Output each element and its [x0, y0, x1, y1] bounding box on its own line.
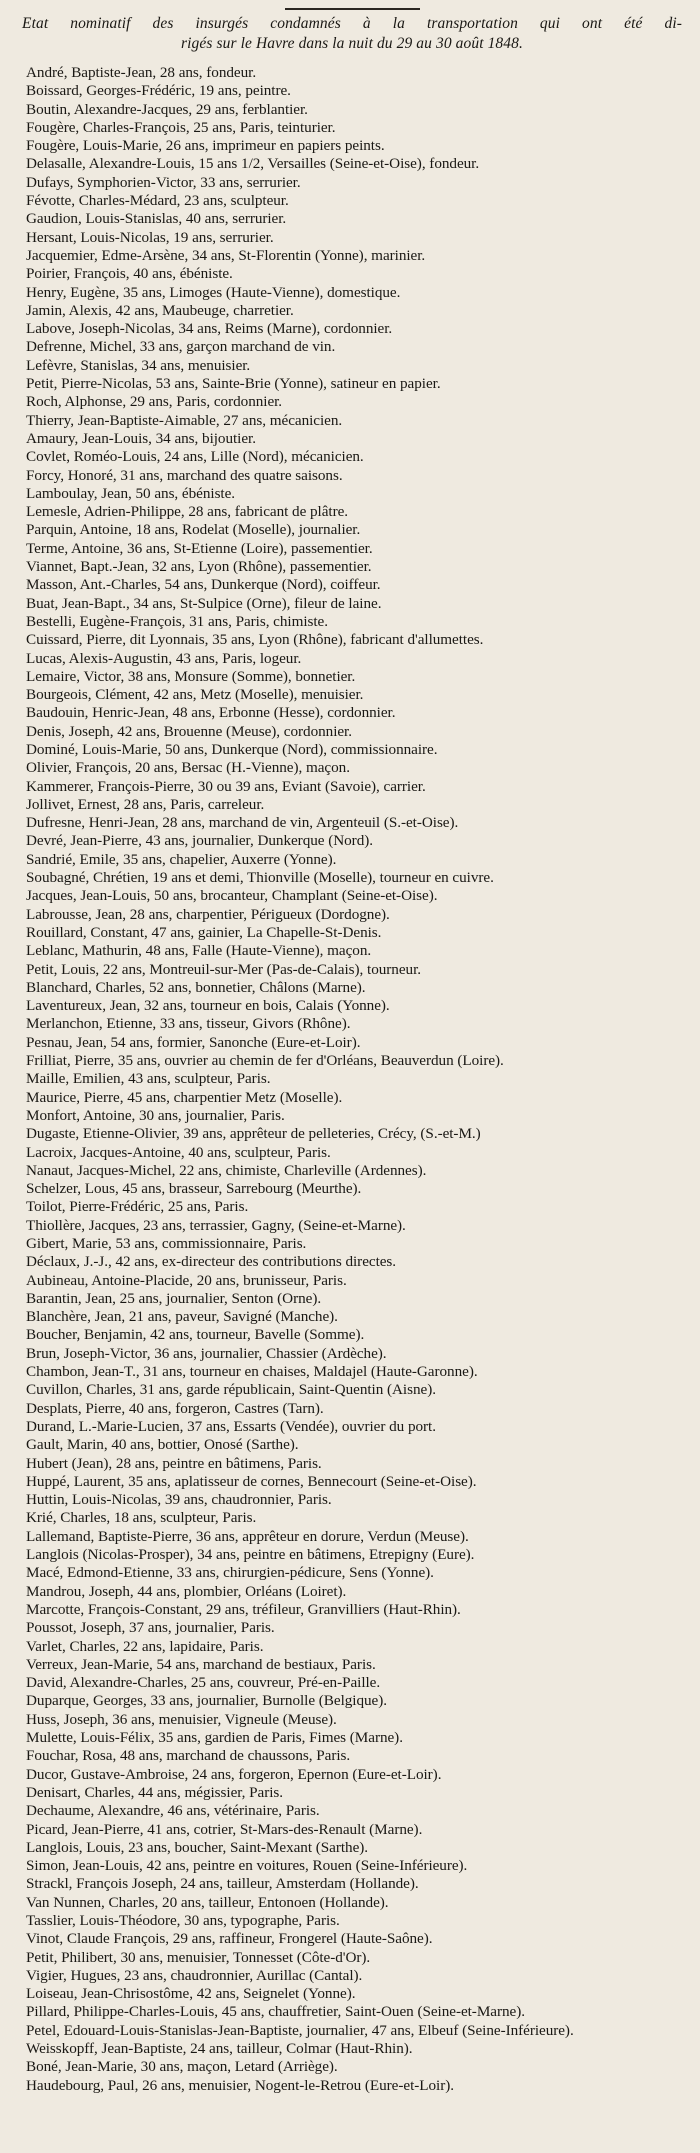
list-item: Mandrou, Joseph, 44 ans, plombier, Orléans (Loiret). [26, 1582, 347, 1600]
list-item: Verreux, Jean-Marie, 54 ans, marchand de bestiaux, Paris. [26, 1655, 376, 1673]
list-item: Huss, Joseph, 36 ans, menuisier, Vigneule (Meuse). [26, 1710, 337, 1728]
list-item: Van Nunnen, Charles, 20 ans, tailleur, Entonoen (Hollande). [26, 1893, 389, 1911]
list-item: Strackl, François Joseph, 24 ans, tailleur, Amsterdam (Hollande). [26, 1875, 419, 1893]
list-item: Kammerer, François-Pierre, 30 ou 39 ans, Eviant (Savoie), carrier. [26, 777, 426, 795]
list-item: Duparque, Georges, 33 ans, journalier, Burnolle (Belgique). [26, 1692, 387, 1710]
list-item: Denisart, Charles, 44 ans, mégissier, Paris. [26, 1783, 284, 1801]
list-item: Labrousse, Jean, 28 ans, charpentier, Périgueux (Dordogne). [26, 905, 390, 923]
heading-line-1: Etat nominatif des insurgés condamnés à la transportation qui ont été di- [22, 15, 682, 32]
list-item: Mulette, Louis-Félix, 35 ans, gardien de Paris, Fimes (Marne). [26, 1729, 403, 1747]
list-item: Dugaste, Etienne-Olivier, 39 ans, apprêteur de pelleteries, Crécy, (S.-et-M.) [26, 1125, 481, 1143]
list-heading [22, 14, 682, 54]
list-item: Pillard, Philippe-Charles-Louis, 45 ans, chauffretier, Saint-Ouen (Seine-et-Marne). [26, 2003, 525, 2021]
list-item: Covlet, Roméo-Louis, 24 ans, Lille (Nord), mécanicien. [26, 448, 364, 466]
list-item: Févotte, Charles-Médard, 23 ans, sculpteur. [26, 192, 289, 210]
list-item: Krié, Charles, 18 ans, sculpteur, Paris. [26, 1509, 257, 1527]
list-item: Gault, Marin, 40 ans, bottier, Onosé (Sarthe). [26, 1436, 299, 1454]
list-item: Bourgeois, Clément, 42 ans, Metz (Moselle), menuisier. [26, 686, 364, 704]
list-item: Schelzer, Lous, 45 ans, brasseur, Sarrebourg (Meurthe). [26, 1180, 362, 1198]
list-item: Lamboulay, Jean, 50 ans, ébéniste. [26, 484, 236, 502]
list-item: Fougère, Charles-François, 25 ans, Paris, teinturier. [26, 118, 336, 136]
list-item: Langlois, Louis, 23 ans, boucher, Saint-Mexant (Sarthe). [26, 1838, 369, 1856]
list-item: Huttin, Louis-Nicolas, 39 ans, chaudronnier, Paris. [26, 1491, 332, 1509]
list-item: Barantin, Jean, 25 ans, journalier, Senton (Orne). [26, 1289, 322, 1307]
list-item: Baudouin, Henric-Jean, 48 ans, Erbonne (Hesse), cordonnier. [26, 704, 396, 722]
list-item: Chambon, Jean-T., 31 ans, tourneur en chaises, Maldajel (Haute-Garonne). [26, 1363, 478, 1381]
list-item: Blanchard, Charles, 52 ans, bonnetier, Châlons (Marne). [26, 978, 366, 996]
list-item: Fougère, Louis-Marie, 26 ans, imprimeur en papiers peints. [26, 137, 385, 155]
list-item: Vigier, Hugues, 23 ans, chaudronnier, Aurillac (Cantal). [26, 1966, 363, 1984]
list-item: Varlet, Charles, 22 ans, lapidaire, Paris. [26, 1637, 264, 1655]
list-item: Frilliat, Pierre, 35 ans, ouvrier au chemin de fer d'Orléans, Beauverdun (Loire). [26, 1052, 504, 1070]
list-item: Lacroix, Jacques-Antoine, 40 ans, sculpteur, Paris. [26, 1143, 331, 1161]
list-item: Poirier, François, 40 ans, ébéniste. [26, 265, 233, 283]
list-item: Terme, Antoine, 36 ans, St-Etienne (Loire), passementier. [26, 539, 373, 557]
list-item: Blanchère, Jean, 21 ans, paveur, Savigné (Manche). [26, 1308, 338, 1326]
list-item: Gaudion, Louis-Stanislas, 40 ans, serrurier. [26, 210, 287, 228]
list-item: Buat, Jean-Bapt., 34 ans, St-Sulpice (Orne), fileur de laine. [26, 594, 382, 612]
list-item: Henry, Eugène, 35 ans, Limoges (Haute-Vienne), domestique. [26, 283, 401, 301]
list-item: Dechaume, Alexandre, 46 ans, vétérinaire, Paris. [26, 1802, 320, 1820]
list-item: Bestelli, Eugène-François, 31 ans, Paris, chimiste. [26, 612, 328, 630]
list-item: Merlanchon, Etienne, 33 ans, tisseur, Givors (Rhône). [26, 1015, 351, 1033]
list-item: Aubineau, Antoine-Placide, 20 ans, brunisseur, Paris. [26, 1271, 347, 1289]
list-item: Jollivet, Ernest, 28 ans, Paris, carreleur. [26, 795, 265, 813]
list-item: Cuvillon, Charles, 31 ans, garde républicain, Saint-Quentin (Aisne). [26, 1381, 436, 1399]
list-item: Viannet, Bapt.-Jean, 32 ans, Lyon (Rhône), passementier. [26, 558, 372, 576]
list-item: Lucas, Alexis-Augustin, 43 ans, Paris, logeur. [26, 649, 302, 667]
list-item: Desplats, Pierre, 40 ans, forgeron, Castres (Tarn). [26, 1399, 324, 1417]
list-item: Monfort, Antoine, 30 ans, journalier, Paris. [26, 1106, 285, 1124]
list-item: Brun, Joseph-Victor, 36 ans, journalier, Chassier (Ardèche). [26, 1344, 387, 1362]
list-item: Poussot, Joseph, 37 ans, journalier, Paris. [26, 1619, 275, 1637]
list-item: Jacquemier, Edme-Arsène, 34 ans, St-Florentin (Yonne), marinier. [26, 246, 426, 264]
list-item: Hubert (Jean), 28 ans, peintre en bâtimens, Paris. [26, 1454, 322, 1472]
list-item: Simon, Jean-Louis, 42 ans, peintre en voitures, Rouen (Seine-Inférieure). [26, 1857, 468, 1875]
list-item: Laventureux, Jean, 32 ans, tourneur en bois, Calais (Yonne). [26, 997, 390, 1015]
list-item: Boissard, Georges-Frédéric, 19 ans, peintre. [26, 82, 291, 100]
list-item: Hersant, Louis-Nicolas, 19 ans, serrurier. [26, 228, 274, 246]
list-item: Boucher, Benjamin, 42 ans, tourneur, Bavelle (Somme). [26, 1326, 365, 1344]
list-item: Durand, L.-Marie-Lucien, 37 ans, Essarts (Vendée), ouvrier du port. [26, 1417, 436, 1435]
list-item: Petit, Pierre-Nicolas, 53 ans, Sainte-Brie (Yonne), satineur en papier. [26, 375, 441, 393]
list-item: Huppé, Laurent, 35 ans, aplatisseur de cornes, Bennecourt (Seine-et-Oise). [26, 1472, 477, 1490]
list-item: Cuissard, Pierre, dit Lyonnais, 35 ans, Lyon (Rhône), fabricant d'allumettes. [26, 631, 484, 649]
list-item: David, Alexandre-Charles, 25 ans, couvreur, Pré-en-Paille. [26, 1674, 381, 1692]
list-item: Loiseau, Jean-Chrisostôme, 42 ans, Seignelet (Yonne). [26, 1985, 356, 2003]
list-item: Defrenne, Michel, 33 ans, garçon marchand de vin. [26, 338, 336, 356]
list-item: Déclaux, J.-J., 42 ans, ex-directeur des contributions directes. [26, 1253, 397, 1271]
list-item: Vinot, Claude François, 29 ans, raffineur, Frongerel (Haute-Saône). [26, 1930, 433, 1948]
list-item: Maurice, Pierre, 45 ans, charpentier Metz (Moselle). [26, 1088, 343, 1106]
list-item: Masson, Ant.-Charles, 54 ans, Dunkerque (Nord), coiffeur. [26, 576, 381, 594]
convict-list [26, 64, 684, 2095]
list-item: Dominé, Louis-Marie, 50 ans, Dunkerque (Nord), commissionnaire. [26, 740, 438, 758]
list-item: Dufresne, Henri-Jean, 28 ans, marchand de vin, Argenteuil (S.-et-Oise). [26, 814, 459, 832]
list-item: Tasslier, Louis-Théodore, 30 ans, typographe, Paris. [26, 1911, 340, 1929]
list-item: Toilot, Pierre-Frédéric, 25 ans, Paris. [26, 1198, 249, 1216]
list-item: Sandrié, Emile, 35 ans, chapelier, Auxerre (Yonne). [26, 850, 337, 868]
list-item: Forcy, Honoré, 31 ans, marchand des quatre saisons. [26, 466, 343, 484]
list-item: Boné, Jean-Marie, 30 ans, maçon, Letard (Arriège). [26, 2058, 338, 2076]
list-item: Petit, Philibert, 30 ans, menuisier, Tonnesset (Côte-d'Or). [26, 1948, 371, 1966]
list-item: Macé, Edmond-Etienne, 33 ans, chirurgien-pédicure, Sens (Yonne). [26, 1564, 434, 1582]
list-item: Denis, Joseph, 42 ans, Brouenne (Meuse), cordonnier. [26, 722, 352, 740]
list-item: Roch, Alphonse, 29 ans, Paris, cordonnier. [26, 393, 283, 411]
list-item: Jacques, Jean-Louis, 50 ans, brocanteur, Champlant (Seine-et-Oise). [26, 887, 438, 905]
list-item: Petit, Louis, 22 ans, Montreuil-sur-Mer (Pas-de-Calais), tourneur. [26, 960, 421, 978]
list-item: Devré, Jean-Pierre, 43 ans, journalier, Dunkerque (Nord). [26, 832, 373, 850]
list-item: Haudebourg, Paul, 26 ans, menuisier, Nogent-le-Retrou (Eure-et-Loir). [26, 2076, 454, 2094]
top-rule [285, 8, 420, 10]
list-item: Boutin, Alexandre-Jacques, 29 ans, ferblantier. [26, 100, 308, 118]
list-item: André, Baptiste-Jean, 28 ans, fondeur. [26, 64, 257, 81]
list-item: Ducor, Gustave-Ambroise, 24 ans, forgeron, Epernon (Eure-et-Loir). [26, 1765, 442, 1783]
list-item: Leblanc, Mathurin, 48 ans, Falle (Haute-Vienne), maçon. [26, 942, 372, 960]
list-item: Lefèvre, Stanislas, 34 ans, menuisier. [26, 356, 251, 374]
list-item: Marcotte, François-Constant, 29 ans, tréfileur, Granvilliers (Haut-Rhin). [26, 1600, 461, 1618]
list-item: Delasalle, Alexandre-Louis, 15 ans 1/2, Versailles (Seine-et-Oise), fondeur. [26, 155, 480, 173]
list-item: Petel, Edouard-Louis-Stanislas-Jean-Baptiste, journalier, 47 ans, Elbeuf (Seine-Inférieure). [26, 2021, 574, 2039]
list-item: Lallemand, Baptiste-Pierre, 36 ans, apprêteur en dorure, Verdun (Meuse). [26, 1527, 469, 1545]
list-item: Rouillard, Constant, 47 ans, gainier, La Chapelle-St-Denis. [26, 923, 382, 941]
list-item: Labove, Joseph-Nicolas, 34 ans, Reims (Marne), cordonnier. [26, 320, 393, 338]
list-item: Pesnau, Jean, 54 ans, formier, Sanonche (Eure-et-Loir). [26, 1033, 361, 1051]
list-item: Lemesle, Adrien-Philippe, 28 ans, fabricant de plâtre. [26, 503, 349, 521]
list-item: Picard, Jean-Pierre, 41 ans, cotrier, St-Mars-des-Renault (Marne). [26, 1820, 423, 1838]
list-item: Soubagné, Chrétien, 19 ans et demi, Thionville (Moselle), tourneur en cuivre. [26, 869, 494, 887]
list-item: Thierry, Jean-Baptiste-Aimable, 27 ans, mécanicien. [26, 411, 343, 429]
list-item: Thiollère, Jacques, 23 ans, terrassier, Gagny, (Seine-et-Marne). [26, 1216, 406, 1234]
list-item: Olivier, François, 20 ans, Bersac (H.-Vienne), maçon. [26, 759, 350, 777]
list-item: Jamin, Alexis, 42 ans, Maubeuge, charretier. [26, 301, 294, 319]
list-item: Fouchar, Rosa, 48 ans, marchand de chaussons, Paris. [26, 1747, 351, 1765]
heading-line-2: rigés sur le Havre dans la nuit du 29 au 30 août 1848. [181, 35, 523, 52]
list-item: Maille, Emilien, 43 ans, sculpteur, Paris. [26, 1070, 271, 1088]
list-item: Parquin, Antoine, 18 ans, Rodelat (Moselle), journalier. [26, 521, 361, 539]
list-item: Amaury, Jean-Louis, 34 ans, bijoutier. [26, 429, 256, 447]
list-item: Langlois (Nicolas-Prosper), 34 ans, peintre en bâtimens, Etrepigny (Eure). [26, 1546, 475, 1564]
list-item: Lemaire, Victor, 38 ans, Monsure (Somme), bonnetier. [26, 667, 356, 685]
list-item: Nanaut, Jacques-Michel, 22 ans, chimiste, Charleville (Ardennes). [26, 1161, 427, 1179]
list-item: Dufays, Symphorien-Victor, 33 ans, serrurier. [26, 173, 301, 191]
list-item: Weisskopff, Jean-Baptiste, 24 ans, tailleur, Colmar (Haut-Rhin). [26, 2040, 413, 2058]
list-item: Gibert, Marie, 53 ans, commissionnaire, Paris. [26, 1235, 307, 1252]
